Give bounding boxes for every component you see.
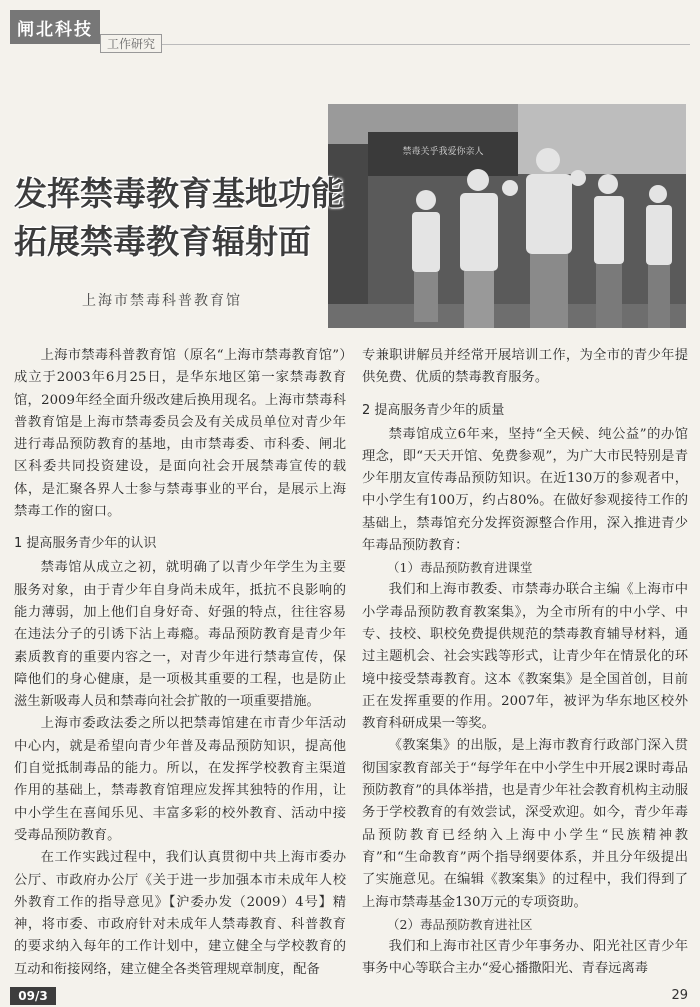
text-column-right [362,345,688,980]
subsection-2-1-heading: （1）毒品预防教育进课堂 [387,560,533,576]
article-author: 上海市禁毒科普教育馆 [82,293,242,309]
subsection-2-2-heading: （2）毒品预防教育进社区 [387,916,533,932]
text-column-left [14,345,346,981]
masthead [10,10,690,56]
subsection-2-1-paragraph-1: 我们和上海市教委、市禁毒办联合主编《上海市中小学毒品预防教育教案集》，为全市所有的中小学、中专、技校、职校免费提供规范的禁毒教育辅导材料，通过主题机会、社会实践等形式，让青少年在情景化的环境中接受禁毒教育。这本《教案集》是全国首创，目前正在发挥重要的作用。2007年，被评为华东地区校外教育科研成果一等奖。 [362,582,688,732]
section-label: 工作研究 [100,34,162,53]
masthead-rule [100,44,690,45]
issue-badge: 09/3 [10,987,56,1005]
headline-line-1: 发挥禁毒教育基地功能 [14,174,344,213]
photo-banner-text: 禁毒关乎我爱你亲人 [402,147,484,157]
section-1-paragraph-2: 上海市委政法委之所以把禁毒馆建在市青少年活动中心内，就是希望向青少年普及毒品预防知识，提高他们自觉抵制毒品的能力。所以，在发挥学校教育主渠道作用的基础上，禁毒教育馆理应发挥其独特的作用，让中小学生在喜闻乐见、丰富多彩的校外教育、活动中接受毒品预防教育。 [14,716,346,843]
section-1-paragraph-3: 在工作实践过程中，我们认真贯彻中共上海市委办公厅、市政府办公厅《关于进一步加强本市未成年人校外教育工作的指导意见》【沪委办发（2009）4号】精神，将市委、市政府针对未成年人禁毒教育、科普教育的要求纳入每年的工作计划中，建立健全与学校教育的互动和衔接网络，建立健全各类管理规章制度，配备 [14,850,346,977]
publication-logo: 闸北科技 [10,10,100,44]
subsection-2-1-paragraph-2: 《教案集》的出版，是上海市教育行政部门深入贯彻国家教育部关于“每学年在中小学生中开展2课时毒品预防教育”的具体举措，也是青少年社会教育机构主动服务于学校教育的有效尝试，深受欢迎。如今，青少年毒品预防教育已经纳入上海中小学生“民族精神教育”和“生命教育”两个指导纲要体系，并且分年级提出了实施意见。在编辑《教案集》的过程中，我们得到了上海市禁毒基金130万元的专项资助。 [362,738,688,910]
subsection-2-2-paragraph-1: 我们和上海市社区青少年事务办、阳光社区青少年事务中心等联合主办“爱心播撒阳光、青春远离毒 [362,938,688,977]
section-2-paragraph-1: 禁毒馆成立6年来，坚持“全天候、纯公益”的办馆理念，即“天天开馆、免费参观”，为广大市民特别是青少年朋友宣传毒品预防知识。在近130万的参观者中，中小学生有100万，约占80%。在做好参观接待工作的基础上，禁毒馆充分发挥资源整合作用，深入推进青少年毒品预防教育： [362,426,688,554]
headline-line-2: 拓展禁毒教育辐射面 [14,222,311,261]
article-headline [14,170,414,266]
continued-paragraph: 专兼职讲解员并经常开展培训工作，为全市的青少年提供免费、优质的禁毒教育服务。 [362,348,688,386]
section-2-heading: 2 提高服务青少年的质量 [362,402,505,418]
intro-paragraph: 上海市禁毒科普教育馆（原名“上海市禁毒教育馆”）成立于2003年6月25日，是华东地区第一家禁毒教育馆，2009年经全面升级改建后换用现名。上海市禁毒科普教育馆是上海市禁毒委员会及有关成员单位对青少年进行毒品预防教育的基地，由市禁毒委、市科委、闸北区科委共同投资建设，是面向社会开展禁毒宣传的载体，是汇聚各界人士参与禁毒事业的平台，是展示上海禁毒工作的窗口。 [14,348,346,520]
section-1-paragraph-1: 禁毒馆从成立之初，就明确了以青少年学生为主要服务对象，由于青少年自身尚未成年，抵抗不良影响的能力薄弱，加上他们自身好奇、好强的特点，往往容易在违法分子的引诱下沾上毒瘾。毒品预防教育是青少年素质教育的重要内容之一，对青少年进行禁毒宣传，保障他们的身心健康，是一项极其重要的工程，也是防止滋生新吸毒人员和禁毒向社会扩散的一项重要措施。 [14,560,346,710]
page-number: 29 [671,988,688,1003]
section-1-heading: 1 提高服务青少年的认识 [14,536,157,552]
